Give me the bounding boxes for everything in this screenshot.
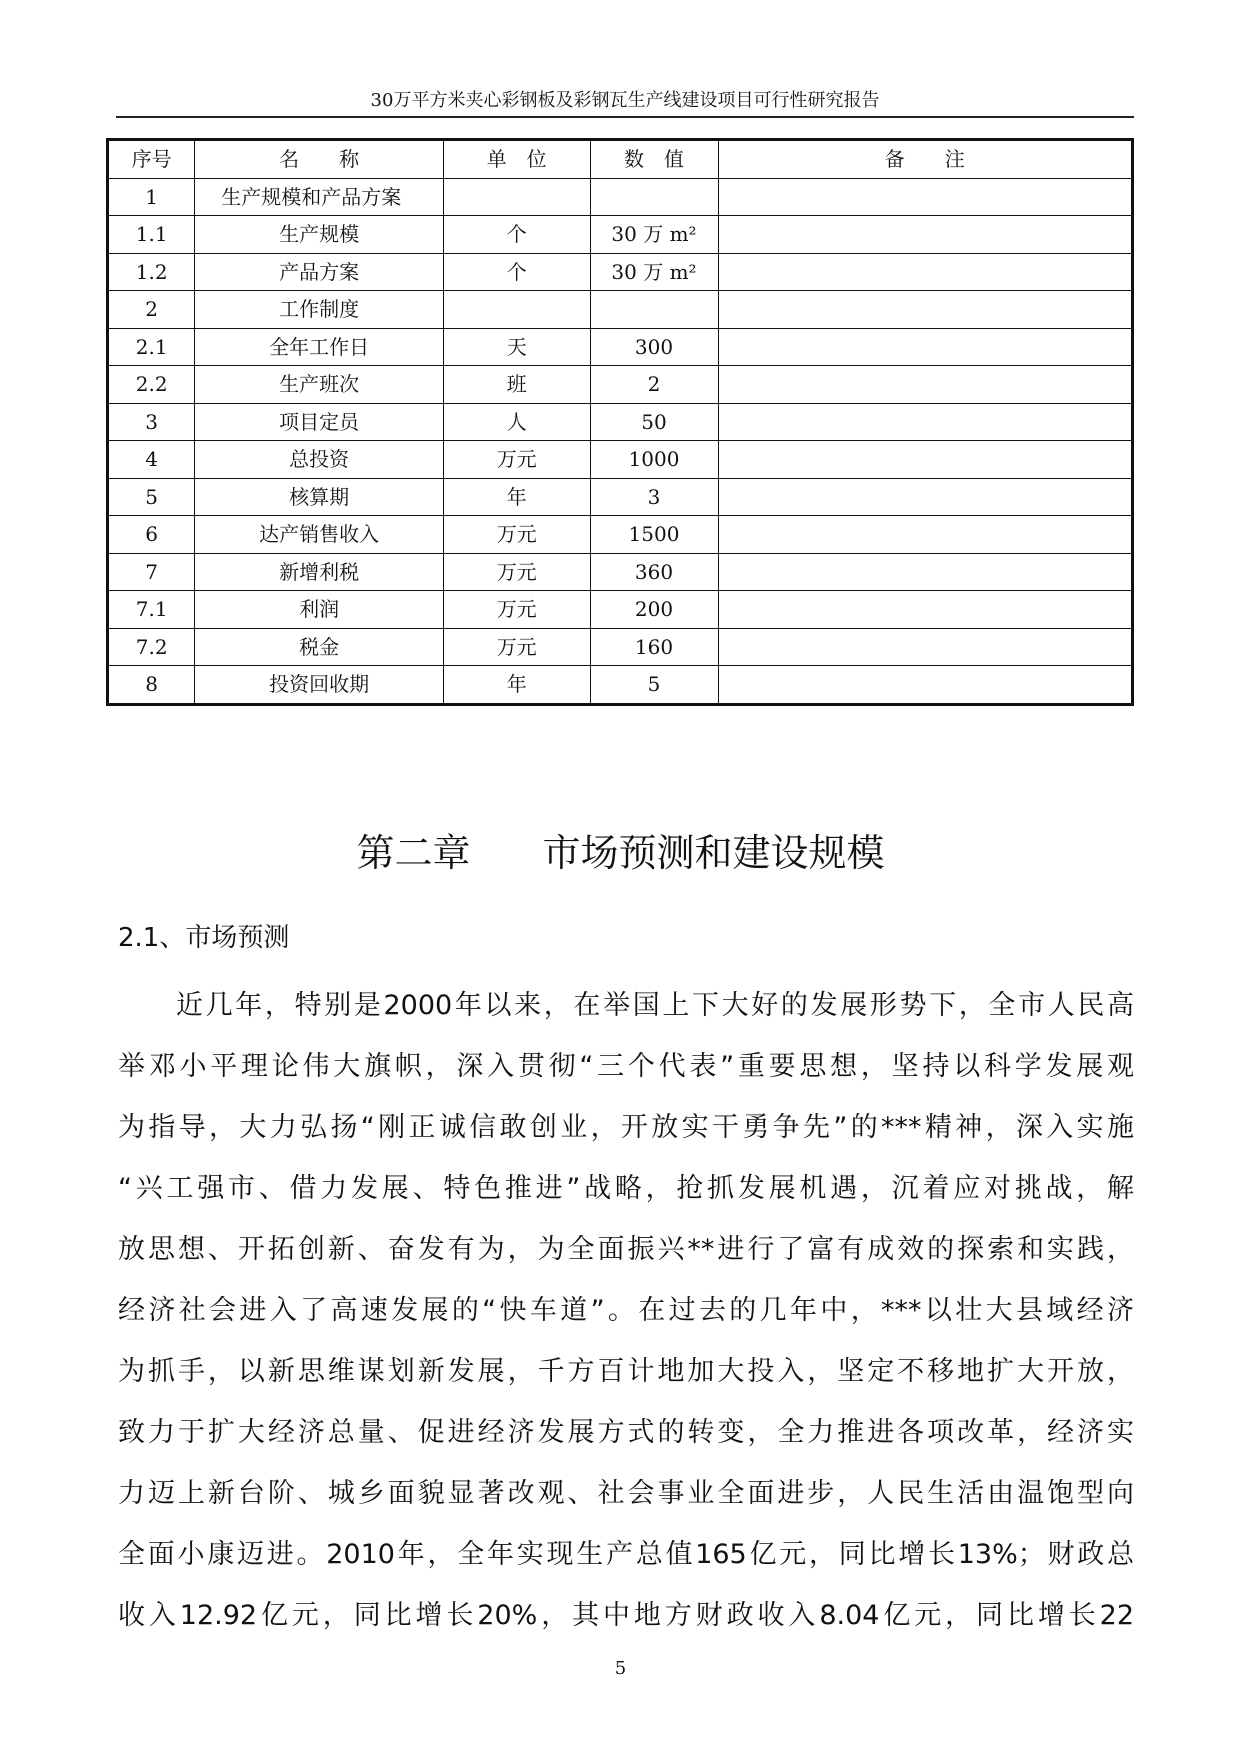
cell-name: 达产销售收入 [195, 516, 444, 554]
table-row [108, 366, 1133, 404]
cell-value: 30 万 m² [590, 253, 718, 291]
cell-value: 30 万 m² [590, 216, 718, 254]
paragraph-line: 致力于扩大经济总量、促进经济发展方式的转变，全力推进各项改革，经济实 [118, 1417, 1134, 1448]
chapter-title: 市场预测和建设规模 [542, 831, 885, 875]
cell-note [718, 291, 1132, 329]
table-row [108, 328, 1133, 366]
table-row [108, 591, 1133, 629]
cell-value: 2 [590, 366, 718, 404]
cell-unit: 年 [443, 478, 590, 516]
cell-unit: 个 [443, 253, 590, 291]
chapter-number: 第二章 [356, 831, 471, 875]
cell-value [590, 291, 718, 329]
cell-no: 3 [108, 403, 195, 441]
cell-value [590, 178, 718, 216]
cell-value: 50 [590, 403, 718, 441]
cell-unit: 天 [443, 328, 590, 366]
cell-no: 2.2 [108, 366, 195, 404]
cell-no: 2 [108, 291, 195, 329]
cell-name: 总投资 [195, 441, 444, 479]
cell-name: 生产班次 [195, 366, 444, 404]
cell-note [718, 628, 1132, 666]
cell-note [718, 328, 1132, 366]
cell-unit: 个 [443, 216, 590, 254]
cell-unit: 班 [443, 366, 590, 404]
table-row [108, 666, 1133, 705]
cell-value: 3 [590, 478, 718, 516]
cell-unit: 人 [443, 403, 590, 441]
header-value: 数 值 [590, 140, 718, 179]
cell-unit: 万元 [443, 591, 590, 629]
table-row [108, 516, 1133, 554]
cell-unit: 万元 [443, 553, 590, 591]
cell-note [718, 591, 1132, 629]
table-row [108, 553, 1133, 591]
cell-unit [443, 178, 590, 216]
table-row [108, 216, 1133, 254]
cell-unit: 年 [443, 666, 590, 705]
project-summary-table [106, 138, 1134, 706]
cell-name: 项目定员 [195, 403, 444, 441]
cell-value: 1500 [590, 516, 718, 554]
cell-no: 4 [108, 441, 195, 479]
cell-note [718, 178, 1132, 216]
paragraph-line: 全面小康迈进。2010年，全年实现生产总值165亿元，同比增长13%；财政总 [118, 1539, 1134, 1570]
paragraph-line: “兴工强市、借力发展、特色推进”战略，抢抓发展机遇，沉着应对挑战，解 [118, 1173, 1134, 1204]
table-row [108, 253, 1133, 291]
cell-name: 税金 [195, 628, 444, 666]
cell-value: 160 [590, 628, 718, 666]
table-row [108, 441, 1133, 479]
cell-unit: 万元 [443, 441, 590, 479]
table-row [108, 178, 1133, 216]
running-header: 30万平方米夹心彩钢板及彩钢瓦生产线建设项目可行性研究报告 [116, 86, 1134, 118]
paragraph-line: 近几年，特别是2000年以来，在举国上下大好的发展形势下，全市人民高 [176, 990, 1134, 1021]
cell-no: 1 [108, 178, 195, 216]
cell-no: 1.2 [108, 253, 195, 291]
cell-no: 5 [108, 478, 195, 516]
paragraph-line: 为抓手，以新思维谋划新发展，千方百计地加大投入，坚定不移地扩大开放， [118, 1356, 1134, 1387]
cell-note [718, 366, 1132, 404]
cell-unit: 万元 [443, 516, 590, 554]
cell-value: 5 [590, 666, 718, 705]
header-no: 序号 [108, 140, 195, 179]
paragraph-line: 收入12.92亿元，同比增长20%，其中地方财政收入8.04亿元，同比增长22 [118, 1600, 1134, 1631]
header-note: 备 注 [718, 140, 1132, 179]
cell-note [718, 516, 1132, 554]
table-header-row [108, 140, 1133, 179]
paragraph-line: 放思想、开拓创新、奋发有为，为全面振兴**进行了富有成效的探索和实践， [118, 1234, 1134, 1265]
header-unit: 单 位 [443, 140, 590, 179]
chapter-heading [0, 826, 1241, 880]
cell-note [718, 253, 1132, 291]
cell-no: 1.1 [108, 216, 195, 254]
cell-value: 200 [590, 591, 718, 629]
cell-name: 生产规模和产品方案 [195, 178, 444, 216]
cell-no: 6 [108, 516, 195, 554]
cell-name: 生产规模 [195, 216, 444, 254]
body-paragraph [118, 975, 1134, 1646]
table-row [108, 291, 1133, 329]
cell-name: 核算期 [195, 478, 444, 516]
table-body [108, 178, 1133, 704]
table-row [108, 403, 1133, 441]
table-row [108, 478, 1133, 516]
paragraph-line: 为指导，大力弘扬“刚正诚信敢创业，开放实干勇争先”的***精神，深入实施 [118, 1112, 1134, 1143]
cell-name: 新增利税 [195, 553, 444, 591]
cell-unit [443, 291, 590, 329]
cell-value: 1000 [590, 441, 718, 479]
paragraph-line: 经济社会进入了高速发展的“快车道”。在过去的几年中，***以壮大县域经济 [118, 1295, 1134, 1326]
cell-no: 7.2 [108, 628, 195, 666]
cell-name: 工作制度 [195, 291, 444, 329]
cell-note [718, 441, 1132, 479]
cell-note [718, 553, 1132, 591]
cell-name: 全年工作日 [195, 328, 444, 366]
cell-value: 360 [590, 553, 718, 591]
cell-note [718, 666, 1132, 705]
cell-no: 7.1 [108, 591, 195, 629]
cell-unit: 万元 [443, 628, 590, 666]
cell-name: 利润 [195, 591, 444, 629]
table-row [108, 628, 1133, 666]
paragraph-line: 力迈上新台阶、城乡面貌显著改观、社会事业全面进步，人民生活由温饱型向 [118, 1478, 1134, 1509]
paragraph-line: 举邓小平理论伟大旗帜，深入贯彻“三个代表”重要思想，坚持以科学发展观 [118, 1051, 1134, 1082]
cell-note [718, 216, 1132, 254]
cell-name: 产品方案 [195, 253, 444, 291]
cell-note [718, 403, 1132, 441]
cell-name: 投资回收期 [195, 666, 444, 705]
cell-no: 2.1 [108, 328, 195, 366]
cell-no: 7 [108, 553, 195, 591]
cell-value: 300 [590, 328, 718, 366]
cell-note [718, 478, 1132, 516]
header-name: 名 称 [195, 140, 444, 179]
cell-no: 8 [108, 666, 195, 705]
section-heading: 2.1、市场预测 [118, 923, 290, 953]
page-number: 5 [614, 1658, 627, 1679]
